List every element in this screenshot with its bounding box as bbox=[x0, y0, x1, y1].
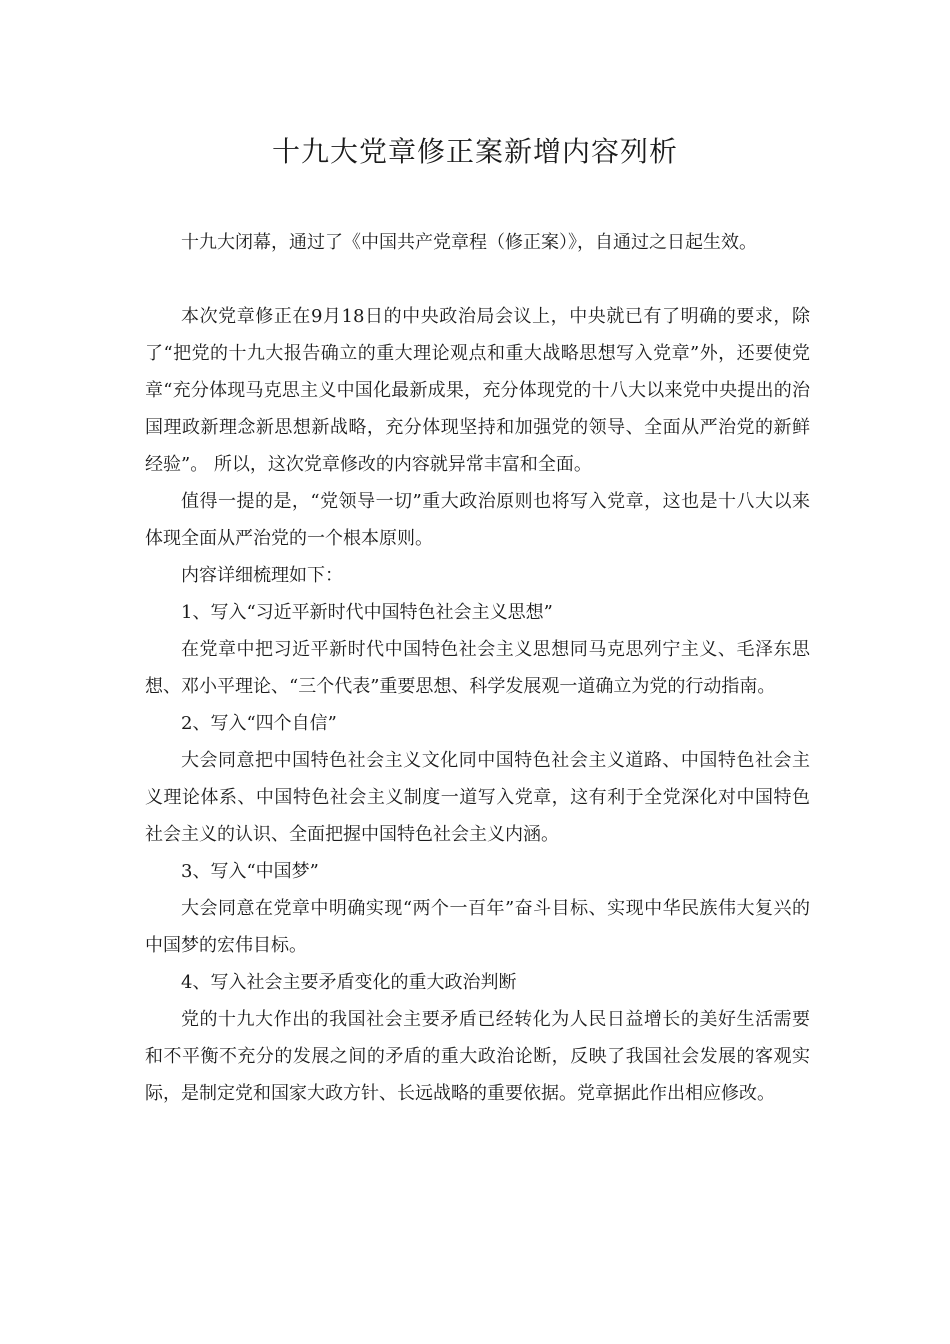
section-text-4: 党的十九大作出的我国社会主要矛盾已经转化为人民日益增长的美好生活需要和不平衡不充分的发展之间的矛盾的重大政治论断，反映了我国社会发展的客观实际，是制定党和国家大政方针、长远战略的重要依据。党章据此作出相应修改。 bbox=[145, 1009, 810, 1104]
page-title: 十九大党章修正案新增内容列析 bbox=[271, 135, 678, 168]
document-body bbox=[145, 224, 810, 1112]
section-text-1: 在党章中把习近平新时代中国特色社会主义思想同马克思列宁主义、毛泽东思想、邓小平理论、“三个代表”重要思想、科学发展观一道确立为党的行动指南。 bbox=[145, 639, 810, 697]
paragraph-background: 本次党章修正在9月18日的中央政治局会议上，中央就已有了明确的要求，除了“把党的十九大报告确立的重大理论观点和重大战略思想写入党章”外，还要使党章“充分体现马克思主义中国化最新成果，充分体现党的十八大以来党中央提出的治国理政新理念新思想新战略，充分体现坚持和加强党的领导、全面从严治党的新鲜经验”。 所以，这次党章修改的内容就异常丰富和全面。 bbox=[145, 306, 810, 475]
paragraph-outline-intro: 内容详细梳理如下： bbox=[181, 565, 343, 586]
section-text-3: 大会同意在党章中明确实现“两个一百年”奋斗目标、实现中华民族伟大复兴的中国梦的宏伟目标。 bbox=[145, 898, 810, 956]
section-heading-1: 1、写入“习近平新时代中国特色社会主义思想” bbox=[181, 602, 553, 623]
section-heading-3: 3、写入“中国梦” bbox=[181, 861, 319, 882]
section-text-2: 大会同意把中国特色社会主义文化同中国特色社会主义道路、中国特色社会主义理论体系、中国特色社会主义制度一道写入党章，这有利于全党深化对中国特色社会主义的认识、全面把握中国特色社会主义内涵。 bbox=[145, 750, 810, 845]
paragraph-principle: 值得一提的是，“党领导一切”重大政治原则也将写入党章，这也是十八大以来体现全面从严治党的一个根本原则。 bbox=[145, 491, 810, 549]
section-heading-4: 4、写入社会主要矛盾变化的重大政治判断 bbox=[181, 972, 517, 993]
paragraph-intro: 十九大闭幕，通过了《中国共产党章程（修正案）》，自通过之日起生效。 bbox=[181, 232, 757, 253]
section-heading-2: 2、写入“四个自信” bbox=[181, 713, 337, 734]
